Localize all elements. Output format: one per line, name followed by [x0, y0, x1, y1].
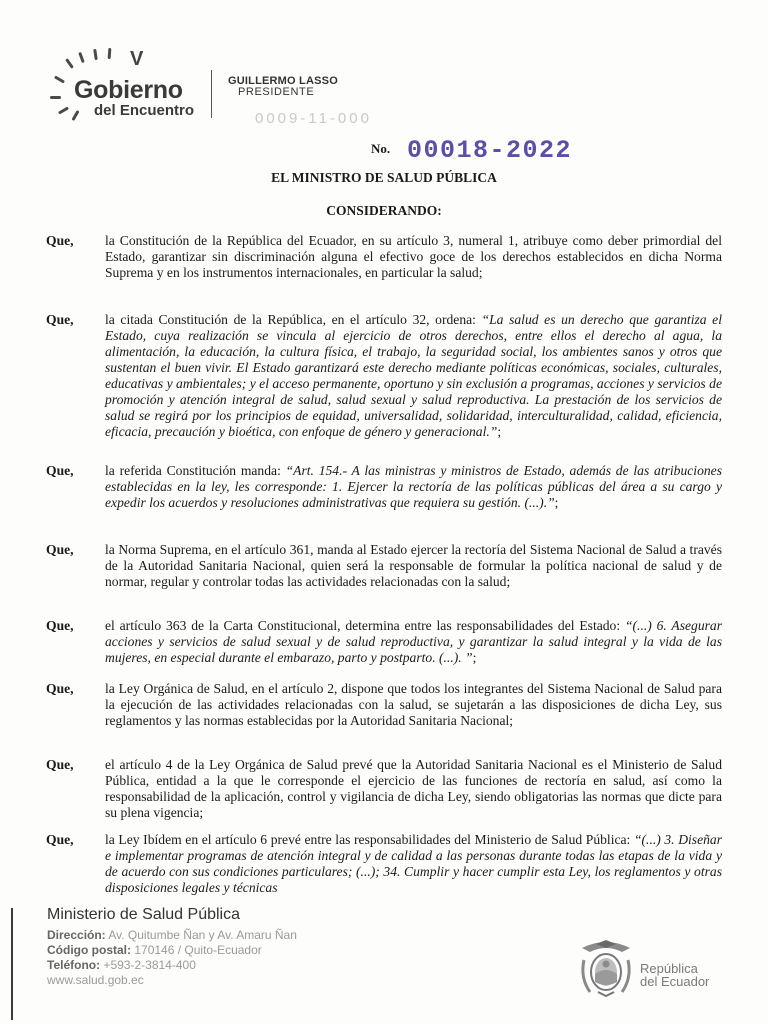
- gobierno-logo: [48, 50, 208, 120]
- paragraph-text: la referida Constitución manda: “Art. 154.- A las ministras y ministros de Estado, además de las atribuciones establecidas en la ley, les corresponde: 1. Ejercer la rectoría de las políticas públicas del área a su cargo y expedir los acuerdos y resoluciones administrativas que requiera su gestión. (...).”;: [105, 463, 722, 510]
- footer-postal-value: 170146 / Quito-Ecuador: [134, 943, 262, 957]
- paragraph-lead: Que,: [46, 618, 74, 633]
- considerando-paragraph: [46, 681, 722, 729]
- footer-phone-label: Teléfono:: [47, 958, 101, 972]
- paragraph-lead: Que,: [46, 233, 74, 248]
- logo-ray-icon: [54, 75, 65, 83]
- document-number: 00018-2022: [407, 136, 573, 165]
- republica-line-2: del Ecuador: [640, 974, 710, 989]
- logo-ray-icon: [78, 52, 85, 63]
- faint-stamp-number: 0009-11-000: [255, 110, 372, 127]
- footer-accent-bar: [11, 908, 13, 1020]
- paragraph-text: la Ley Ibídem en el artículo 6 prevé entre las responsabilidades del Ministerio de Salud Pública: “(...) 3. Diseñar e implementar programas de atención integral y de calidad a las personas durante todas las etapas de la vida y de acuerdo con sus condiciones particulares; (...); 34. Cumplir y hacer cumplir esta Ley, los reglamentos y otras disposiciones legales y técnicas: [105, 832, 722, 895]
- logo-ray-icon: [58, 106, 69, 114]
- considerando-paragraph: [46, 233, 722, 281]
- republica-line-1: República: [640, 961, 698, 976]
- logo-sub-text: del Encuentro: [94, 102, 195, 119]
- logo-ray-icon: [65, 58, 74, 69]
- logo-ray-icon: [71, 110, 79, 121]
- footer-address: [47, 928, 297, 942]
- considerando-paragraph: [46, 618, 722, 666]
- footer-phone: [47, 958, 196, 972]
- considerando-paragraph: [46, 463, 722, 511]
- paragraph-lead: Que,: [46, 681, 74, 696]
- header-divider: [211, 70, 212, 118]
- footer-address-label: Dirección:: [47, 928, 106, 942]
- paragraph-lead: Que,: [46, 312, 74, 327]
- document-number-label: No.: [371, 141, 391, 156]
- paragraph-text: la Constitución de la República del Ecuador, en su artículo 3, numeral 1, atribuye como deber primordial del Estado, garantizar sin discriminación alguna el efectivo goce de los derechos establecidos en dicha Norma Suprema y en los instrumentos internacionales, en particular la salud;: [105, 233, 722, 280]
- paragraph-lead: Que,: [46, 832, 74, 847]
- footer-postal-label: Código postal:: [47, 943, 131, 957]
- republica-del-ecuador-text: [640, 962, 709, 988]
- paragraph-lead: Que,: [46, 463, 74, 478]
- paragraph-lead: Que,: [46, 542, 74, 557]
- paragraph-lead: Que,: [46, 757, 74, 772]
- logo-ray-icon: [108, 48, 112, 59]
- logo-ray-icon: [93, 49, 98, 60]
- footer-website[interactable]: www.salud.gob.ec: [47, 973, 144, 987]
- footer-address-value: Av. Quitumbe Ñan y Av. Amaru Ñan: [108, 928, 297, 942]
- footer-ministry-name: Ministerio de Salud Pública: [47, 906, 240, 923]
- considerando-paragraph: [46, 832, 722, 896]
- paragraph-text: el artículo 4 de la Ley Orgánica de Salud prevé que la Autoridad Sanitaria Nacional es el Ministerio de Salud Pública, entidad a la que le corresponde el ejercicio de las funciones de rectoría en salud, así como la responsabilidad de la aplicación, control y vigilancia de dicha Ley, siendo obligatorias las normas que dicte para su plena vigencia;: [105, 757, 722, 820]
- document-title: EL MINISTRO DE SALUD PÚBLICA: [271, 170, 497, 185]
- paragraph-text: la Norma Suprema, en el artículo 361, manda al Estado ejercer la rectoría del Sistema Nacional de Salud a través de la Autoridad Sanitaria Nacional, quien será la responsable de formular la política nacional de salud y de normar, regular y controlar todas las actividades relacionadas con la salud;: [105, 542, 722, 589]
- paragraph-text: el artículo 363 de la Carta Constitucional, determina entre las responsabilidades del Estado: “(...) 6. Asegurar acciones y servicios de salud sexual y de salud reproductiva, y garantizar la salud integral y la vida de las mujeres, en especial durante el embarazo, parto y postparto. (...). ”;: [105, 618, 723, 665]
- footer-postal: [47, 943, 262, 957]
- paragraph-text: la Ley Orgánica de Salud, en el artículo 2, dispone que todos los integrantes del Sistema Nacional de Salud para la ejecución de las actividades relacionadas con la salud, se sujetarán a las disposiciones de dicha Ley, sus reglamentos y las normas establecidas por la Autoridad Sanitaria Nacional;: [105, 681, 722, 728]
- considerando-paragraph: [46, 542, 722, 590]
- paragraph-text: la citada Constitución de la República, en el artículo 32, ordena: “La salud es un derecho que garantiza el Estado, cuya realización se vincula al ejercicio de otros derechos, entre ellos el derecho al agua, la alimentación, la educación, la cultura física, el trabajo, la seguridad social, los ambientes sanos y otros que sustentan el buen vivir. El Estado garantizará este derecho mediante políticas económicas, sociales, culturales, educativas y ambientales; y el acceso permanente, oportuno y sin exclusión a programas, acciones y servicios de promoción y atención integral de salud, salud sexual y salud reproductiva. La prestación de los servicios de salud se regirá por los principios de equidad, universalidad, solidaridad, interculturalidad, calidad, eficiencia, eficacia, precaución y bioética, con enfoque de género y generacional.”;: [105, 312, 722, 439]
- logo-main-text: Gobierno: [74, 76, 183, 104]
- considerando-paragraph: [46, 312, 722, 440]
- logo-ray-icon: [50, 96, 61, 99]
- document-subtitle: CONSIDERANDO:: [326, 203, 442, 218]
- logo-v-mark-icon: V: [130, 48, 144, 70]
- footer-phone-value: +593-2-3814-400: [103, 958, 196, 972]
- official-role: PRESIDENTE: [238, 86, 315, 98]
- considerando-paragraph: [46, 757, 722, 821]
- ecuador-coat-of-arms-icon: [578, 938, 634, 998]
- official-name: GUILLERMO LASSO: [228, 75, 338, 87]
